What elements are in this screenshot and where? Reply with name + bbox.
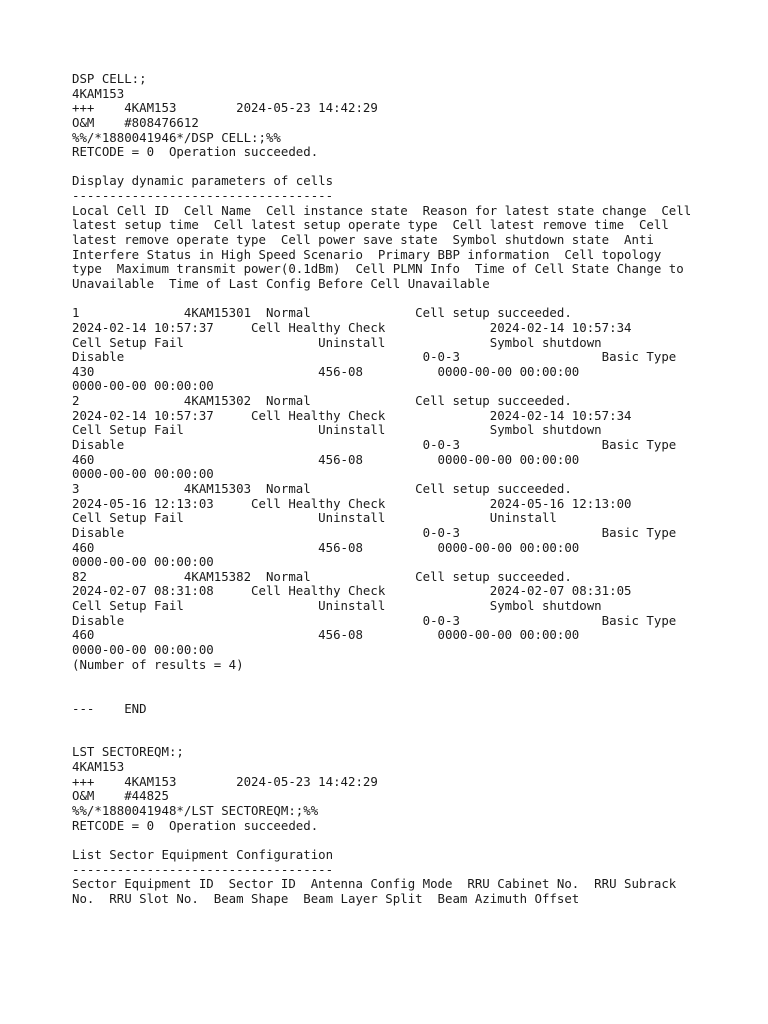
text-line: 0000-00-00 00:00:00 [72, 554, 214, 570]
text-line: ----------------------------------- [72, 861, 334, 877]
text-line: RETCODE = 0 Operation succeeded. [72, 144, 319, 160]
text-line: 82 4KAM15382 Normal Cell setup succeeded. [72, 568, 572, 584]
text-line: 430 456-08 0000-00-00 00:00:00 [72, 363, 580, 379]
text-line: Local Cell ID Cell Name Cell instance state Reason for latest state change Cell [72, 202, 692, 218]
text-line: latest remove operate type Cell power save state Symbol shutdown state Anti [72, 232, 654, 248]
text-line: ----------------------------------- [72, 188, 334, 204]
text-line: List Sector Equipment Configuration [72, 846, 334, 862]
text-line: Disable 0-0-3 Basic Type [72, 612, 677, 628]
text-line: 1 4KAM15301 Normal Cell setup succeeded. [72, 305, 572, 321]
text-line: 4KAM153 [72, 759, 125, 775]
text-line: 460 456-08 0000-00-00 00:00:00 [72, 451, 580, 467]
blank-line [72, 731, 732, 746]
text-line: Disable 0-0-3 Basic Type [72, 437, 677, 453]
text-line: 2024-02-07 08:31:08 Cell Healthy Check 2024-02-07 08:31:05 [72, 583, 632, 599]
text-line: RETCODE = 0 Operation succeeded. [72, 817, 319, 833]
text-line: Sector Equipment ID Sector ID Antenna Config Mode RRU Cabinet No. RRU Subrack [72, 876, 677, 892]
text-line: Interfere Status in High Speed Scenario Primary BBP information Cell topology [72, 246, 662, 262]
blank-line [72, 292, 732, 307]
text-line: 4KAM153 [72, 85, 125, 101]
text-line: latest setup time Cell latest setup operate type Cell latest remove time Cell [72, 217, 669, 233]
document-body [72, 72, 732, 907]
text-line: %%/*1880041946*/DSP CELL:;%% [72, 129, 281, 145]
text-line: Unavailable Time of Last Config Before Cell Unavailable [72, 275, 490, 291]
text-line: 2024-02-14 10:57:37 Cell Healthy Check 2024-02-14 10:57:34 [72, 407, 632, 423]
text-line: LST SECTOREQM:; [72, 744, 184, 760]
text-line: Disable 0-0-3 Basic Type [72, 524, 677, 540]
blank-line [72, 833, 732, 848]
text-line: Cell Setup Fail Uninstall Symbol shutdown [72, 598, 602, 614]
blank-line [72, 716, 732, 731]
text-line: 0000-00-00 00:00:00 [72, 641, 214, 657]
blank-line [72, 160, 732, 175]
text-line: 460 456-08 0000-00-00 00:00:00 [72, 539, 580, 555]
text-line: 0000-00-00 00:00:00 [72, 466, 214, 482]
text-line: (Number of results = 4) [72, 656, 244, 672]
text-line: 460 456-08 0000-00-00 00:00:00 [72, 627, 580, 643]
text-line: %%/*1880041948*/LST SECTOREQM:;%% [72, 803, 319, 819]
text-line: O&M #44825 [72, 788, 169, 804]
text-line: --- END [72, 700, 147, 716]
text-line: DSP CELL:; [72, 71, 147, 86]
text-line: 2024-02-14 10:57:37 Cell Healthy Check 2024-02-14 10:57:34 [72, 319, 632, 335]
text-line: 0000-00-00 00:00:00 [72, 378, 214, 394]
text-line: O&M #808476612 [72, 114, 199, 130]
text-line: type Maximum transmit power(0.1dBm) Cell PLMN Info Time of Cell State Change to [72, 261, 684, 277]
text-line: Display dynamic parameters of cells [72, 173, 334, 189]
text-line: No. RRU Slot No. Beam Shape Beam Layer Split Beam Azimuth Offset [72, 890, 580, 906]
text-line: Cell Setup Fail Uninstall Uninstall [72, 510, 557, 526]
blank-line [72, 687, 732, 702]
text-line: Cell Setup Fail Uninstall Symbol shutdown [72, 422, 602, 438]
text-line: Disable 0-0-3 Basic Type [72, 349, 677, 365]
text-line: +++ 4KAM153 2024-05-23 14:42:29 [72, 100, 378, 116]
text-line: +++ 4KAM153 2024-05-23 14:42:29 [72, 773, 378, 789]
text-line: 2 4KAM15302 Normal Cell setup succeeded. [72, 393, 572, 409]
text-line: Cell Setup Fail Uninstall Symbol shutdown [72, 334, 602, 350]
text-line: 3 4KAM15303 Normal Cell setup succeeded. [72, 480, 572, 496]
blank-line [72, 672, 732, 687]
text-line: 2024-05-16 12:13:03 Cell Healthy Check 2024-05-16 12:13:00 [72, 495, 632, 511]
